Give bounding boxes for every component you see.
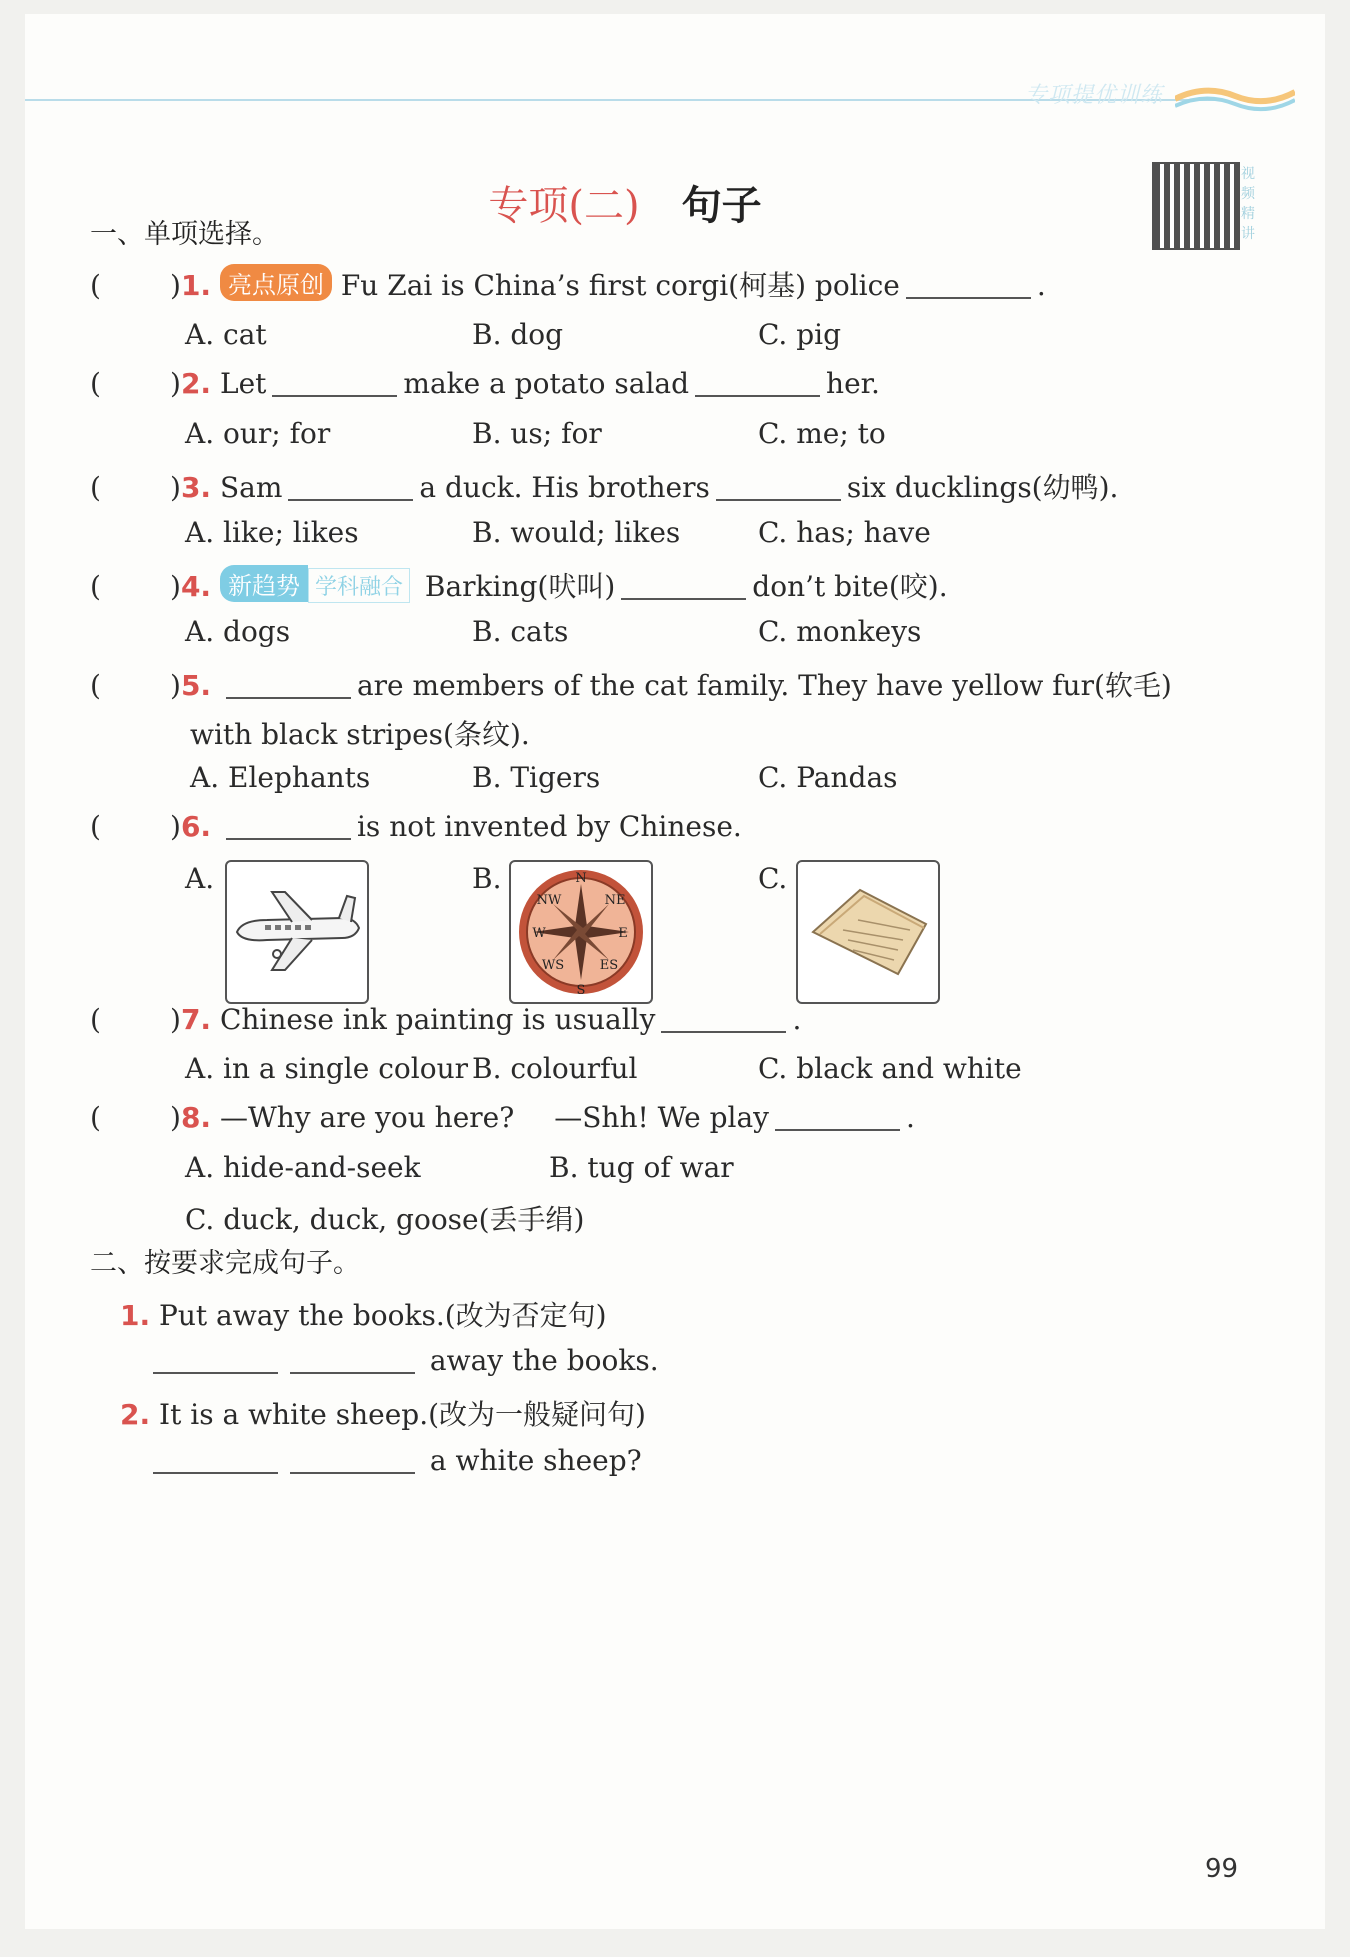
option-c[interactable]: C. me; to (758, 417, 886, 450)
option-c[interactable]: C. black and white (758, 1052, 1022, 1085)
question-5-line2: with black stripes(条纹). (190, 718, 530, 751)
answer-blank[interactable] (775, 1107, 900, 1131)
option-b[interactable]: B. (472, 862, 502, 895)
rewrite-answer-2: a white sheep? (153, 1444, 642, 1477)
answer-blank[interactable] (290, 1450, 415, 1474)
answer-blank[interactable] (716, 477, 841, 501)
option-a[interactable]: A. hide-and-seek (185, 1151, 421, 1184)
option-c[interactable]: C. Pandas (758, 761, 898, 794)
option-b[interactable]: B. us; for (472, 417, 602, 450)
answer-blank[interactable] (288, 477, 413, 501)
question-4: ( )4. 新趋势 学科融合 Barking(吠叫) don’t bite(咬). (90, 565, 948, 605)
compass-label-n: N (575, 871, 587, 886)
answer-blank[interactable] (695, 373, 820, 397)
airplane-picture[interactable] (225, 860, 369, 1004)
title-topic: 专项(二) (488, 183, 640, 229)
option-c[interactable]: C. pig (758, 318, 842, 351)
option-a[interactable]: A. Elephants (190, 761, 371, 794)
title-subject: 句子 (681, 182, 762, 229)
option-a[interactable]: A. cat (185, 318, 267, 351)
option-b[interactable]: B. Tigers (472, 761, 601, 794)
original-tag: 亮点原创 (220, 264, 332, 301)
answer-blank[interactable] (661, 1009, 786, 1033)
option-c[interactable]: C. has; have (758, 516, 931, 549)
option-a[interactable]: A. (185, 862, 215, 895)
compass-label-es: ES (599, 958, 619, 973)
compass-label-ws: WS (541, 958, 565, 973)
option-a[interactable]: A. our; for (185, 417, 331, 450)
question-2: ( )2. Let make a potato salad her. (90, 367, 880, 400)
compass-label-w: W (532, 926, 546, 941)
rewrite-answer-1: away the books. (153, 1344, 659, 1377)
answer-blank[interactable] (272, 373, 397, 397)
compass-label-nw: NW (536, 893, 562, 908)
answer-blank[interactable] (621, 576, 746, 600)
option-b[interactable]: B. would; likes (472, 516, 681, 549)
paper-icon (798, 862, 938, 1002)
airplane-icon (227, 862, 367, 1002)
question-1: ( )1. 亮点原创 Fu Zai is China’s first corgi(柯基) police . (90, 264, 1046, 304)
option-c[interactable]: C. (758, 862, 788, 895)
workbook-page (25, 14, 1325, 1929)
rewrite-item-1: 1. Put away the books.(改为否定句) (120, 1299, 607, 1332)
section-one-title: 一、单项选择。 (90, 219, 279, 250)
option-c[interactable]: C. duck, duck, goose(丢手绢) (185, 1203, 585, 1236)
answer-blank[interactable] (153, 1450, 278, 1474)
answer-blank[interactable] (906, 275, 1031, 299)
question-6: ( )6. is not invented by Chinese. (90, 810, 742, 843)
option-b[interactable]: B. tug of war (549, 1151, 734, 1184)
option-a[interactable]: A. like; likes (185, 516, 359, 549)
question-3: ( )3. Sam a duck. His brothers six ducklings(幼鸭). (90, 471, 1119, 504)
compass-label-s: S (576, 983, 586, 998)
option-b[interactable]: B. dog (472, 318, 564, 351)
option-c[interactable]: C. monkeys (758, 615, 922, 648)
qr-caption: 视频精讲 (1241, 166, 1255, 242)
question-8: ( )8. —Why are you here? —Shh! We play . (90, 1101, 915, 1134)
answer-blank[interactable] (226, 816, 351, 840)
question-5: ( )5. are members of the cat family. They have yellow fur(软毛) (90, 669, 1172, 702)
compass-icon (511, 862, 651, 1002)
compass-label-e: E (618, 926, 628, 941)
option-b[interactable]: B. cats (472, 615, 569, 648)
option-a[interactable]: A. dogs (185, 615, 291, 648)
qr-code[interactable] (1152, 162, 1240, 250)
paper-picture[interactable] (796, 860, 940, 1004)
trend-tag: 新趋势 (220, 565, 308, 602)
answer-blank[interactable] (153, 1350, 278, 1374)
option-b[interactable]: B. colourful (472, 1052, 638, 1085)
answer-blank[interactable] (226, 675, 351, 699)
header-wave-icon (1175, 84, 1295, 114)
compass-label-ne: NE (604, 893, 626, 908)
section-two-title: 二、按要求完成句子。 (90, 1248, 360, 1279)
interdisciplinary-tag: 学科融合 (308, 568, 410, 603)
question-7: ( )7. Chinese ink painting is usually . (90, 1003, 802, 1036)
compass-picture[interactable] (509, 860, 653, 1004)
rewrite-item-2: 2. It is a white sheep.(改为一般疑问句) (120, 1398, 646, 1431)
answer-blank[interactable] (290, 1350, 415, 1374)
option-a[interactable]: A. in a single colour (185, 1052, 468, 1085)
header-label: 专项提优训练 (1025, 83, 1164, 108)
page-number: 99 (1205, 1854, 1239, 1884)
